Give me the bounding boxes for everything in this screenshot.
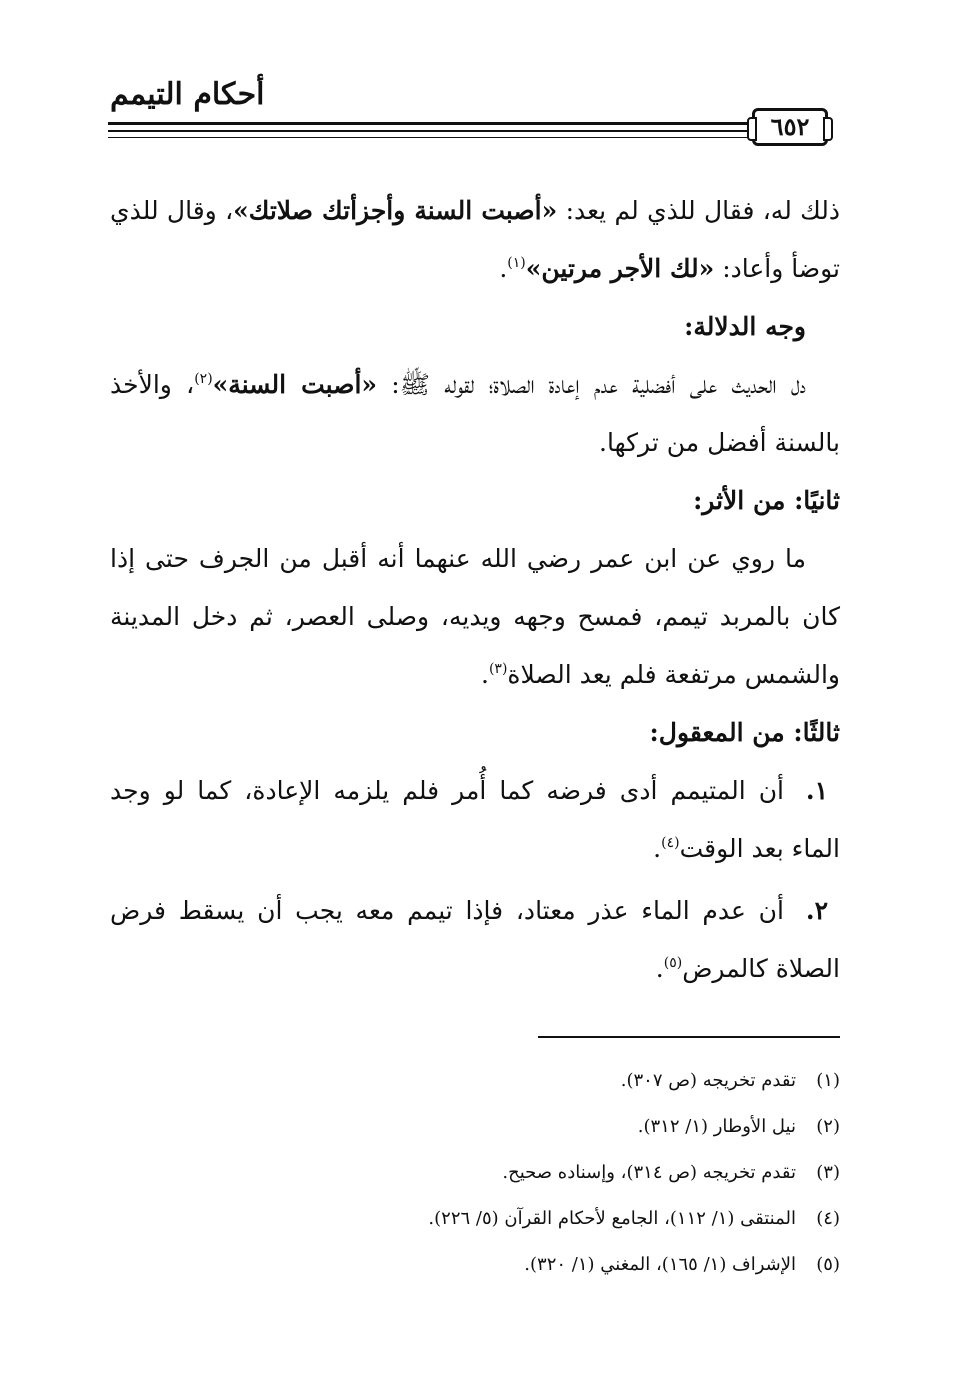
hadith-quote: «أصبت السنة وأجزأتك صلاتك» (233, 196, 558, 225)
text-run: . (481, 660, 489, 689)
footnote-number: (٢) (816, 1116, 840, 1137)
text-run: ذلك له، فقال للذي لم يعد: (557, 196, 840, 225)
footnote-number: (١) (816, 1070, 840, 1091)
text-run: دل الحديث على أفضلية عدم إعادة الصلاة؛ لقوله ﷺ: (377, 370, 806, 399)
header-rule-thick (108, 122, 762, 125)
running-header-title: أحكام التيمم (110, 77, 265, 112)
text-run: . (499, 254, 508, 283)
footnote-text: نيل الأوطار (١/ ٣١٢). (637, 1116, 796, 1137)
footnote-text: المنتقى (١/ ١١٢)، الجامع لأحكام القرآن (٥/ ٢٢٦). (428, 1208, 796, 1229)
text-run: أن المتيمم أدى فرضه كما أُمر فلم يلزمه الإعادة، كما لو وجد الماء بعد الوقت (110, 776, 840, 863)
footnote (110, 1058, 840, 1104)
list-item (110, 762, 840, 878)
footnote-number: (٥) (816, 1254, 840, 1275)
text-run: . (655, 954, 664, 983)
footnote-ref: (٢) (194, 371, 213, 387)
hadith-quote: «أصبت السنة» (212, 370, 378, 399)
list-item-number: ١. (805, 776, 828, 805)
footnotes (110, 1058, 840, 1288)
paragraph-dalala (110, 356, 840, 472)
wajh-dalala-label: وجه الدلالة: (684, 312, 806, 341)
section-heading-athar: ثانيًا: من الأثر: (693, 486, 840, 515)
footnote-separator (538, 1036, 840, 1038)
footnote-ref: (٣) (488, 661, 508, 677)
text-run: أن عدم الماء عذر معتاد، فإذا تيمم معه يجب أن يسقط فرض الصلاة كالمرض (110, 896, 840, 983)
footnote-ref: (١) (507, 255, 526, 271)
text-run: ، وقال للذي توضأ وأعاد: (110, 196, 840, 283)
footnote-text: الإشراف (١/ ١٦٥)، المغني (١/ ٣٢٠). (524, 1254, 796, 1275)
paragraph-athar (110, 530, 840, 704)
page-number: ٦٥٢ (770, 112, 810, 141)
footnote (110, 1104, 840, 1150)
hadith-quote: «لك الأجر مرتين» (525, 254, 715, 283)
page-body (110, 182, 840, 998)
list-item (110, 882, 840, 998)
footnote-text: تقدم تخريجه (ص ٣١٤)، وإسناده صحيح. (502, 1162, 796, 1183)
text-run: ما روي عن ابن عمر رضي الله عنهما أنه أقبل من الجرف حتى إذا كان بالمربد تيمم، فمسح وجهه ويديه، وصلى العصر، ثم دخل المدينة والشمس مرتفعة فلم يعد الصلاة (110, 544, 840, 689)
footnote (110, 1150, 840, 1196)
section-heading-maqul: ثالثًا: من المعقول: (649, 718, 840, 747)
footnote-number: (٣) (816, 1162, 840, 1183)
paragraph-hadith-continuation (110, 182, 840, 298)
footnote-ref: (٥) (663, 955, 683, 971)
text-run: ، والأخذ بالسنة أفضل من تركها. (110, 370, 840, 457)
footnote-text: تقدم تخريجه (ص ٣٠٧). (620, 1070, 796, 1091)
header-rule-middle (108, 130, 762, 132)
header-rule-thin (108, 137, 762, 138)
footnote-number: (٤) (816, 1208, 840, 1229)
footnote (110, 1196, 840, 1242)
footnote-ref: (٤) (661, 835, 680, 851)
footnote (110, 1242, 840, 1288)
text-run: . (653, 834, 662, 863)
page-number-badge (752, 108, 828, 146)
list-item-number: ٢. (805, 896, 828, 925)
